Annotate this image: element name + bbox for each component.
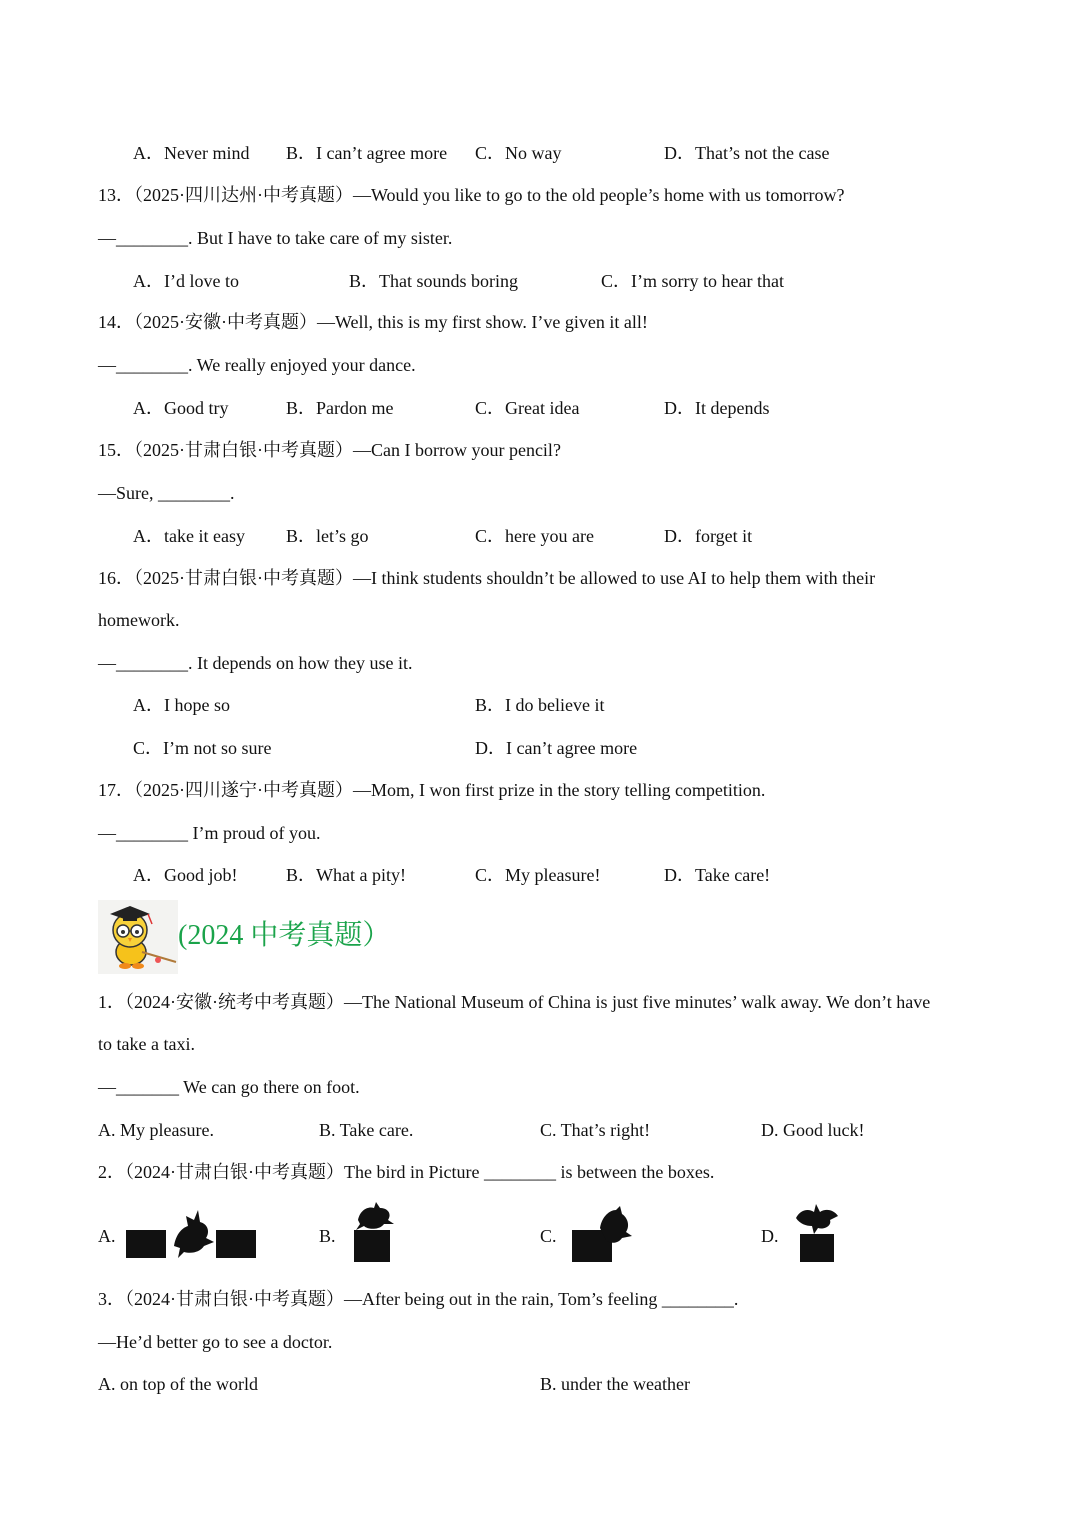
q15-question: 15．（2025·甘肃白银·中考真题）—Can I borrow your pencil? [98, 440, 561, 460]
p1-option-a[interactable]: A. My pleasure. [98, 1120, 214, 1140]
q16-question-cont: homework. [98, 610, 180, 630]
p2-option-a-label[interactable]: A. [98, 1226, 116, 1246]
p2-option-b-label[interactable]: B. [319, 1226, 336, 1246]
q12-option-b[interactable]: B．I can’t agree more [286, 143, 448, 163]
q16-option-a[interactable]: A．I hope so [133, 695, 230, 715]
p1-question: 1．（2024·安徽·统考中考真题）—The National Museum of China is just five minutes’ walk away. We don’t have [98, 992, 931, 1012]
p1-option-b[interactable]: B. Take care. [319, 1120, 414, 1140]
p2-option-d-label[interactable]: D. [761, 1226, 779, 1246]
q17-option-b[interactable]: B．What a pity! [286, 865, 406, 885]
q15-option-b[interactable]: B．let’s go [286, 526, 369, 546]
q15-answer-line: —Sure, ________. [98, 483, 235, 503]
q13-option-b[interactable]: B．That sounds boring [349, 271, 518, 291]
q14-option-a[interactable]: A．Good try [133, 398, 229, 418]
q14-answer-line: —________. We really enjoyed your dance. [98, 355, 416, 375]
q16-option-b[interactable]: B．I do believe it [475, 695, 605, 715]
bird-between-boxes-picture[interactable] [126, 1206, 258, 1262]
q17-answer-line: —________ I’m proud of you. [98, 823, 321, 843]
bird-behind-box-picture[interactable] [570, 1206, 634, 1264]
q16-question: 16．（2025·甘肃白银·中考真题）—I think students shouldn’t be allowed to use AI to help them with their [98, 568, 876, 588]
p2-option-c-label[interactable]: C. [540, 1226, 557, 1246]
q15-option-c[interactable]: C．here you are [475, 526, 594, 546]
p1-option-c[interactable]: C. That’s right! [540, 1120, 651, 1140]
q14-option-d[interactable]: D．It depends [664, 398, 770, 418]
q14-question: 14．（2025·安徽·中考真题）—Well, this is my first show. I’ve given it all! [98, 312, 648, 332]
p3-question: 3．（2024·甘肃白银·中考真题）—After being out in the rain, Tom’s feeling ________. [98, 1289, 739, 1309]
q13-answer-line: —________. But I have to take care of my sister. [98, 228, 453, 248]
p2-question: 2．（2024·甘肃白银·中考真题）The bird in Picture ________ is between the boxes. [98, 1162, 715, 1182]
q12-option-d[interactable]: D．That’s not the case [664, 143, 830, 163]
p3-option-a[interactable]: A. on top of the world [98, 1374, 258, 1394]
q15-option-a[interactable]: A．take it easy [133, 526, 245, 546]
q17-option-a[interactable]: A．Good job! [133, 865, 238, 885]
q16-option-c[interactable]: C．I’m not so sure [133, 738, 272, 758]
p3-answer-line: —He’d better go to see a doctor. [98, 1332, 333, 1352]
q17-option-d[interactable]: D．Take care! [664, 865, 771, 885]
p1-option-d[interactable]: D. Good luck! [761, 1120, 865, 1140]
q12-option-c[interactable]: C．No way [475, 143, 562, 163]
q17-question: 17．（2025·四川遂宁·中考真题）—Mom, I won first prize in the story telling competition. [98, 780, 766, 800]
q16-answer-line: —________. It depends on how they use it. [98, 653, 413, 673]
q13-option-c[interactable]: C．I’m sorry to hear that [601, 271, 784, 291]
bird-on-box-picture[interactable] [348, 1202, 396, 1264]
graduate-mascot-icon [98, 900, 178, 974]
q14-option-b[interactable]: B．Pardon me [286, 398, 394, 418]
p1-question-cont: to take a taxi. [98, 1034, 195, 1054]
section-heading [98, 900, 418, 974]
bird-above-box-picture[interactable] [792, 1204, 842, 1264]
section-title: (2024 中考真题） [178, 920, 391, 951]
q13-question: 13．（2025·四川达州·中考真题）—Would you like to go to the old people’s home with us tomorrow? [98, 185, 845, 205]
p1-answer-line: —_______ We can go there on foot. [98, 1077, 360, 1097]
p3-option-b[interactable]: B. under the weather [540, 1374, 690, 1394]
q15-option-d[interactable]: D．forget it [664, 526, 753, 546]
q14-option-c[interactable]: C．Great idea [475, 398, 580, 418]
q13-option-a[interactable]: A．I’d love to [133, 271, 239, 291]
q12-option-a[interactable]: A．Never mind [133, 143, 250, 163]
q16-option-d[interactable]: D．I can’t agree more [475, 738, 638, 758]
q17-option-c[interactable]: C．My pleasure! [475, 865, 601, 885]
